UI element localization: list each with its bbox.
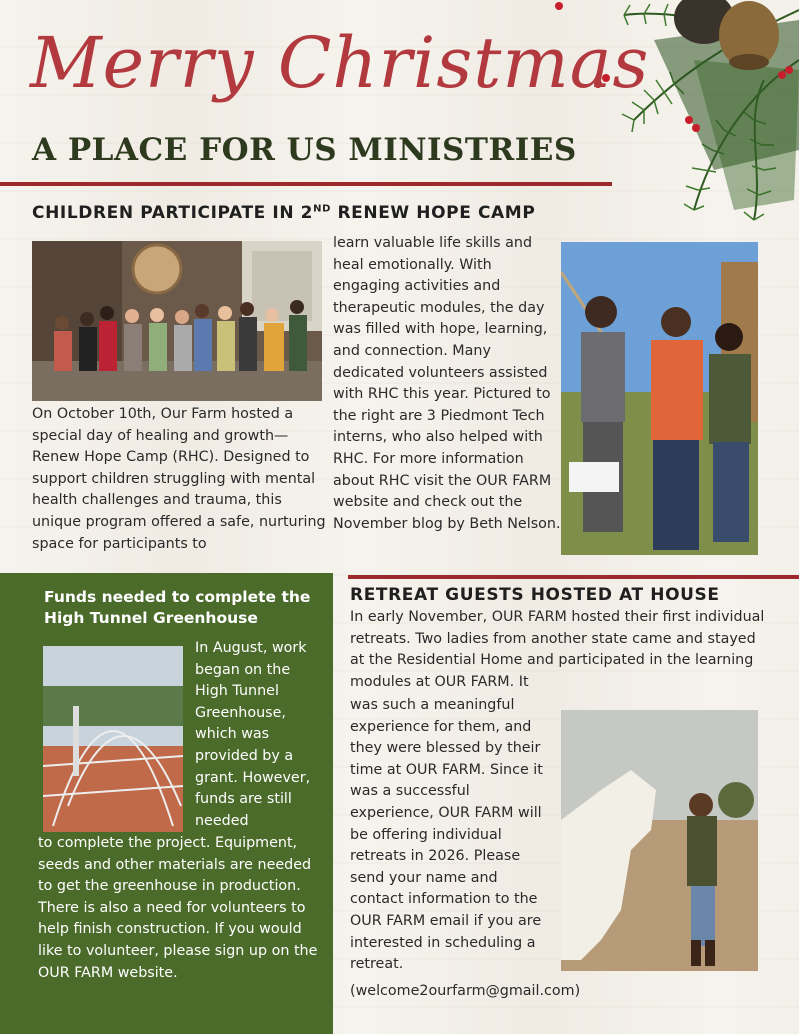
greenhouse-text-right: In August, work began on the High Tunnel Greenhouse, which was provided by a grant. However, funds are still needed — [195, 640, 311, 829]
interns-photo — [561, 242, 758, 555]
greenhouse-title: Funds needed to complete the High Tunnel Greenhouse — [44, 588, 311, 627]
retreat-text-top: In early November, OUR FARM hosted their first individual retreats. Two ladies from another state came and stayed at the Residential Home and participated in the learning modules at OUR FARM. It — [350, 609, 765, 690]
contact-email: (welcome2ourfarm@gmail.com) — [350, 983, 581, 999]
camp-text-middle: learn valuable life skills and heal emotionally. With engaging activities and therapeutic modules, the day was filled with hope, learning, and connection. Many dedicated volunteers assisted with RHC this year. Pictured to the right are 3 Piedmont Tech interns, who also helped with RHC. For more information about RHC visit the OUR FARM website and check out the November blog by Beth Nelson. — [333, 235, 561, 532]
retreat-heading: RETREAT GUESTS HOSTED AT HOUSE — [350, 585, 720, 605]
greenhouse-photo — [43, 646, 183, 832]
retreat-divider — [348, 575, 799, 579]
greenhouse-text-bottom: to complete the project. Equipment, seeds and other materials are needed to get the greenhouse in production. There is also a need for volunteers to help finish construction. If you would like to volunteer, please sign up on the OUR FARM website. — [38, 835, 318, 981]
greeting-title: Merry Christmas — [30, 22, 650, 104]
organization-name: A PLACE FOR US MINISTRIES — [32, 132, 577, 168]
camp-text-left: On October 10th, Our Farm hosted a special day of healing and growth—Renew Hope Camp (RHC). Designed to support children struggling with mental health challenges and trauma, this unique program offered a safe, nurturing space for participants to — [32, 406, 326, 552]
camp-group-photo — [32, 241, 322, 401]
horse-photo — [561, 710, 758, 971]
header-divider — [0, 182, 612, 186]
retreat-text-left: was such a meaningful experience for them, and they were blessed by their time at OUR FARM. Since it was a successful experience, OUR FARM will be offering individual retreats in 2026. Please send your name and contact information to the OUR FARM email if you are interested in scheduling a retreat. — [350, 697, 543, 973]
camp-heading: CHILDREN PARTICIPATE IN 2ND RENEW HOPE CAMP — [32, 203, 536, 223]
